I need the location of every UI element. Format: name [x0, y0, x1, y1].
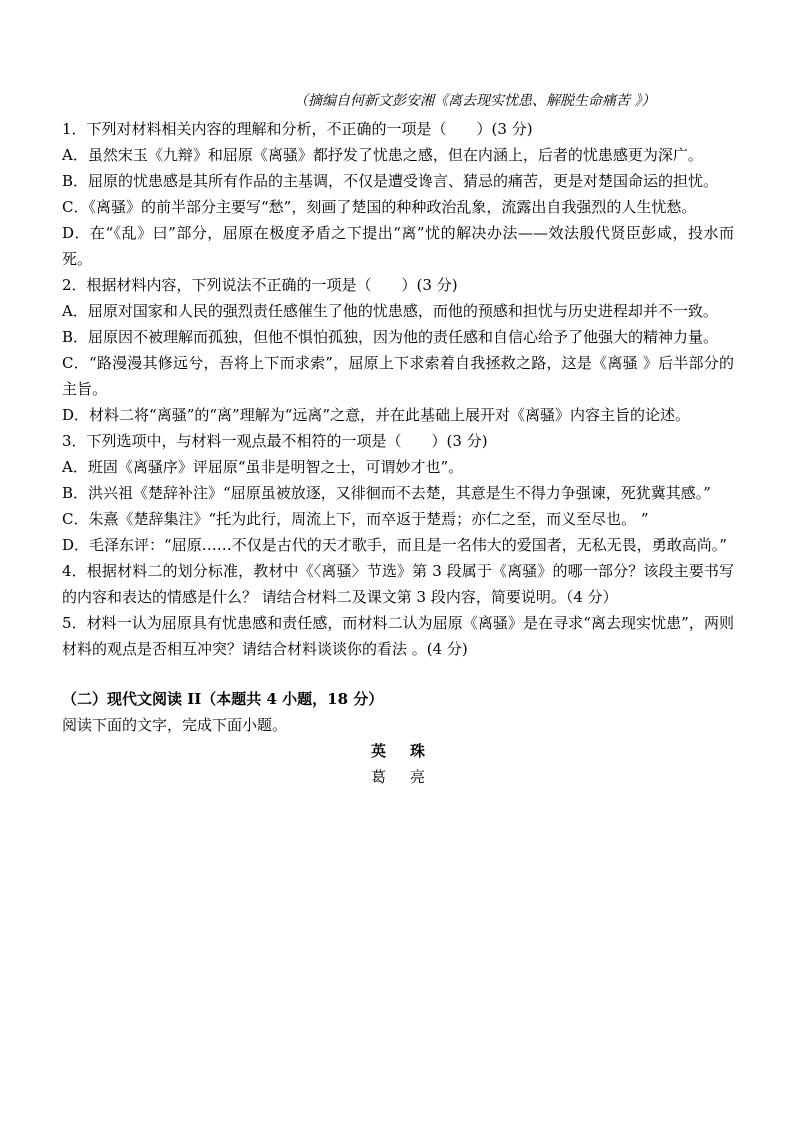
option-a: A．虽然宋玉《九辩》和屈原《离骚》都抒发了忧患之感，但在内涵上，后者的忧患感更为深广。 — [62, 146, 703, 164]
option-c: C．《离骚》的前半部分主要写“愁”，刻画了楚国的种种政治乱象，流露出自我强烈的人生忧愁。 — [62, 198, 697, 216]
option-a: A．屈原对国家和人民的强烈责任感催生了他的忧患感，而他的预感和担忧与历史进程却并不一致。 — [62, 302, 718, 320]
question-stem: 1．下列对材料相关内容的理解和分析，不正确的一项是（ ）(3 分) — [62, 120, 533, 138]
question-2 — [62, 272, 734, 428]
story-author: 葛亮 — [370, 768, 449, 786]
option-d: D．材料二将“离骚”的“离”理解为“远离”之意，并在此基础上展开对《离骚》内容主旨的论述。 — [62, 406, 691, 424]
story-title: 英珠 — [370, 742, 449, 760]
question-stem: 4．根据材料二的划分标准，教材中《〈离骚〉节选》第 3 段属于《离骚》的哪一部分？该段主要书写的内容和表达的情感是什么？ 请结合材料二及课文第 3 段内容，简要说明。（4 分） — [62, 562, 734, 606]
questions-area — [62, 116, 734, 790]
question-stem: 2．根据材料内容，下列说法不正确的一项是（ ）(3 分) — [62, 276, 458, 294]
section-gap — [62, 662, 734, 686]
question-4 — [62, 558, 734, 610]
option-b: B．屈原因不被理解而孤独，但他不惧怕孤独，因为他的责任感和自信心给予了他强大的精神力量。 — [62, 328, 719, 346]
option-a: A．班固《离骚序》评屈原“虽非是明智之士，可谓妙才也”。 — [62, 458, 464, 476]
source-citation: （摘编自何新文彭安湘《离去现实忧患、解脱生命痛苦 》） — [294, 93, 656, 109]
section-heading: （二）现代文阅读 II（本题共 4 小题，18 分） — [62, 690, 384, 708]
question-stem: 3．下列选项中，与材料一观点最不相符的一项是（ ）(3 分) — [62, 432, 488, 450]
question-1 — [62, 116, 734, 272]
option-c: C．“路漫漫其修远兮，吾将上下而求索”，屈原上下求索着自我拯救之路，这是《离骚 》后半部分的主旨。 — [62, 354, 734, 398]
option-d: D．在“《乱》曰”部分，屈原在极度矛盾之下提出“离”忧的解决办法——效法殷代贤臣彭咸，投水而死。 — [62, 224, 734, 268]
option-b: B．洪兴祖《楚辞补注》“屈原虽被放逐，又徘徊而不去楚，其意是生不得力争强谏，死犹冀其感。” — [62, 484, 711, 502]
option-b: B．屈原的忧患感是其所有作品的主基调，不仅是遭受谗言、猜忌的痛苦，更是对楚国命运的担忧。 — [62, 172, 719, 190]
question-3 — [62, 428, 734, 558]
question-5 — [62, 610, 734, 662]
reading-instruction: 阅读下面的文字，完成下面小题。 — [62, 716, 288, 734]
question-stem: 5．材料一认为屈原具有忧患感和责任感，而材料二认为屈原《离骚》是在寻求“离去现实忧患”，两则材料的观点是否相互冲突？请结合材料谈谈你的看法 。(4 分) — [62, 614, 734, 658]
option-d: D．毛泽东评：“屈原……不仅是古代的天才歌手，而且是一名伟大的爱国者，无私无畏，勇敢高尚。” — [62, 536, 727, 554]
option-c: C．朱熹《楚辞集注》“托为此行，周流上下，而卒返于楚焉；亦仁之至，而义至尽也。 ” — [62, 510, 649, 528]
